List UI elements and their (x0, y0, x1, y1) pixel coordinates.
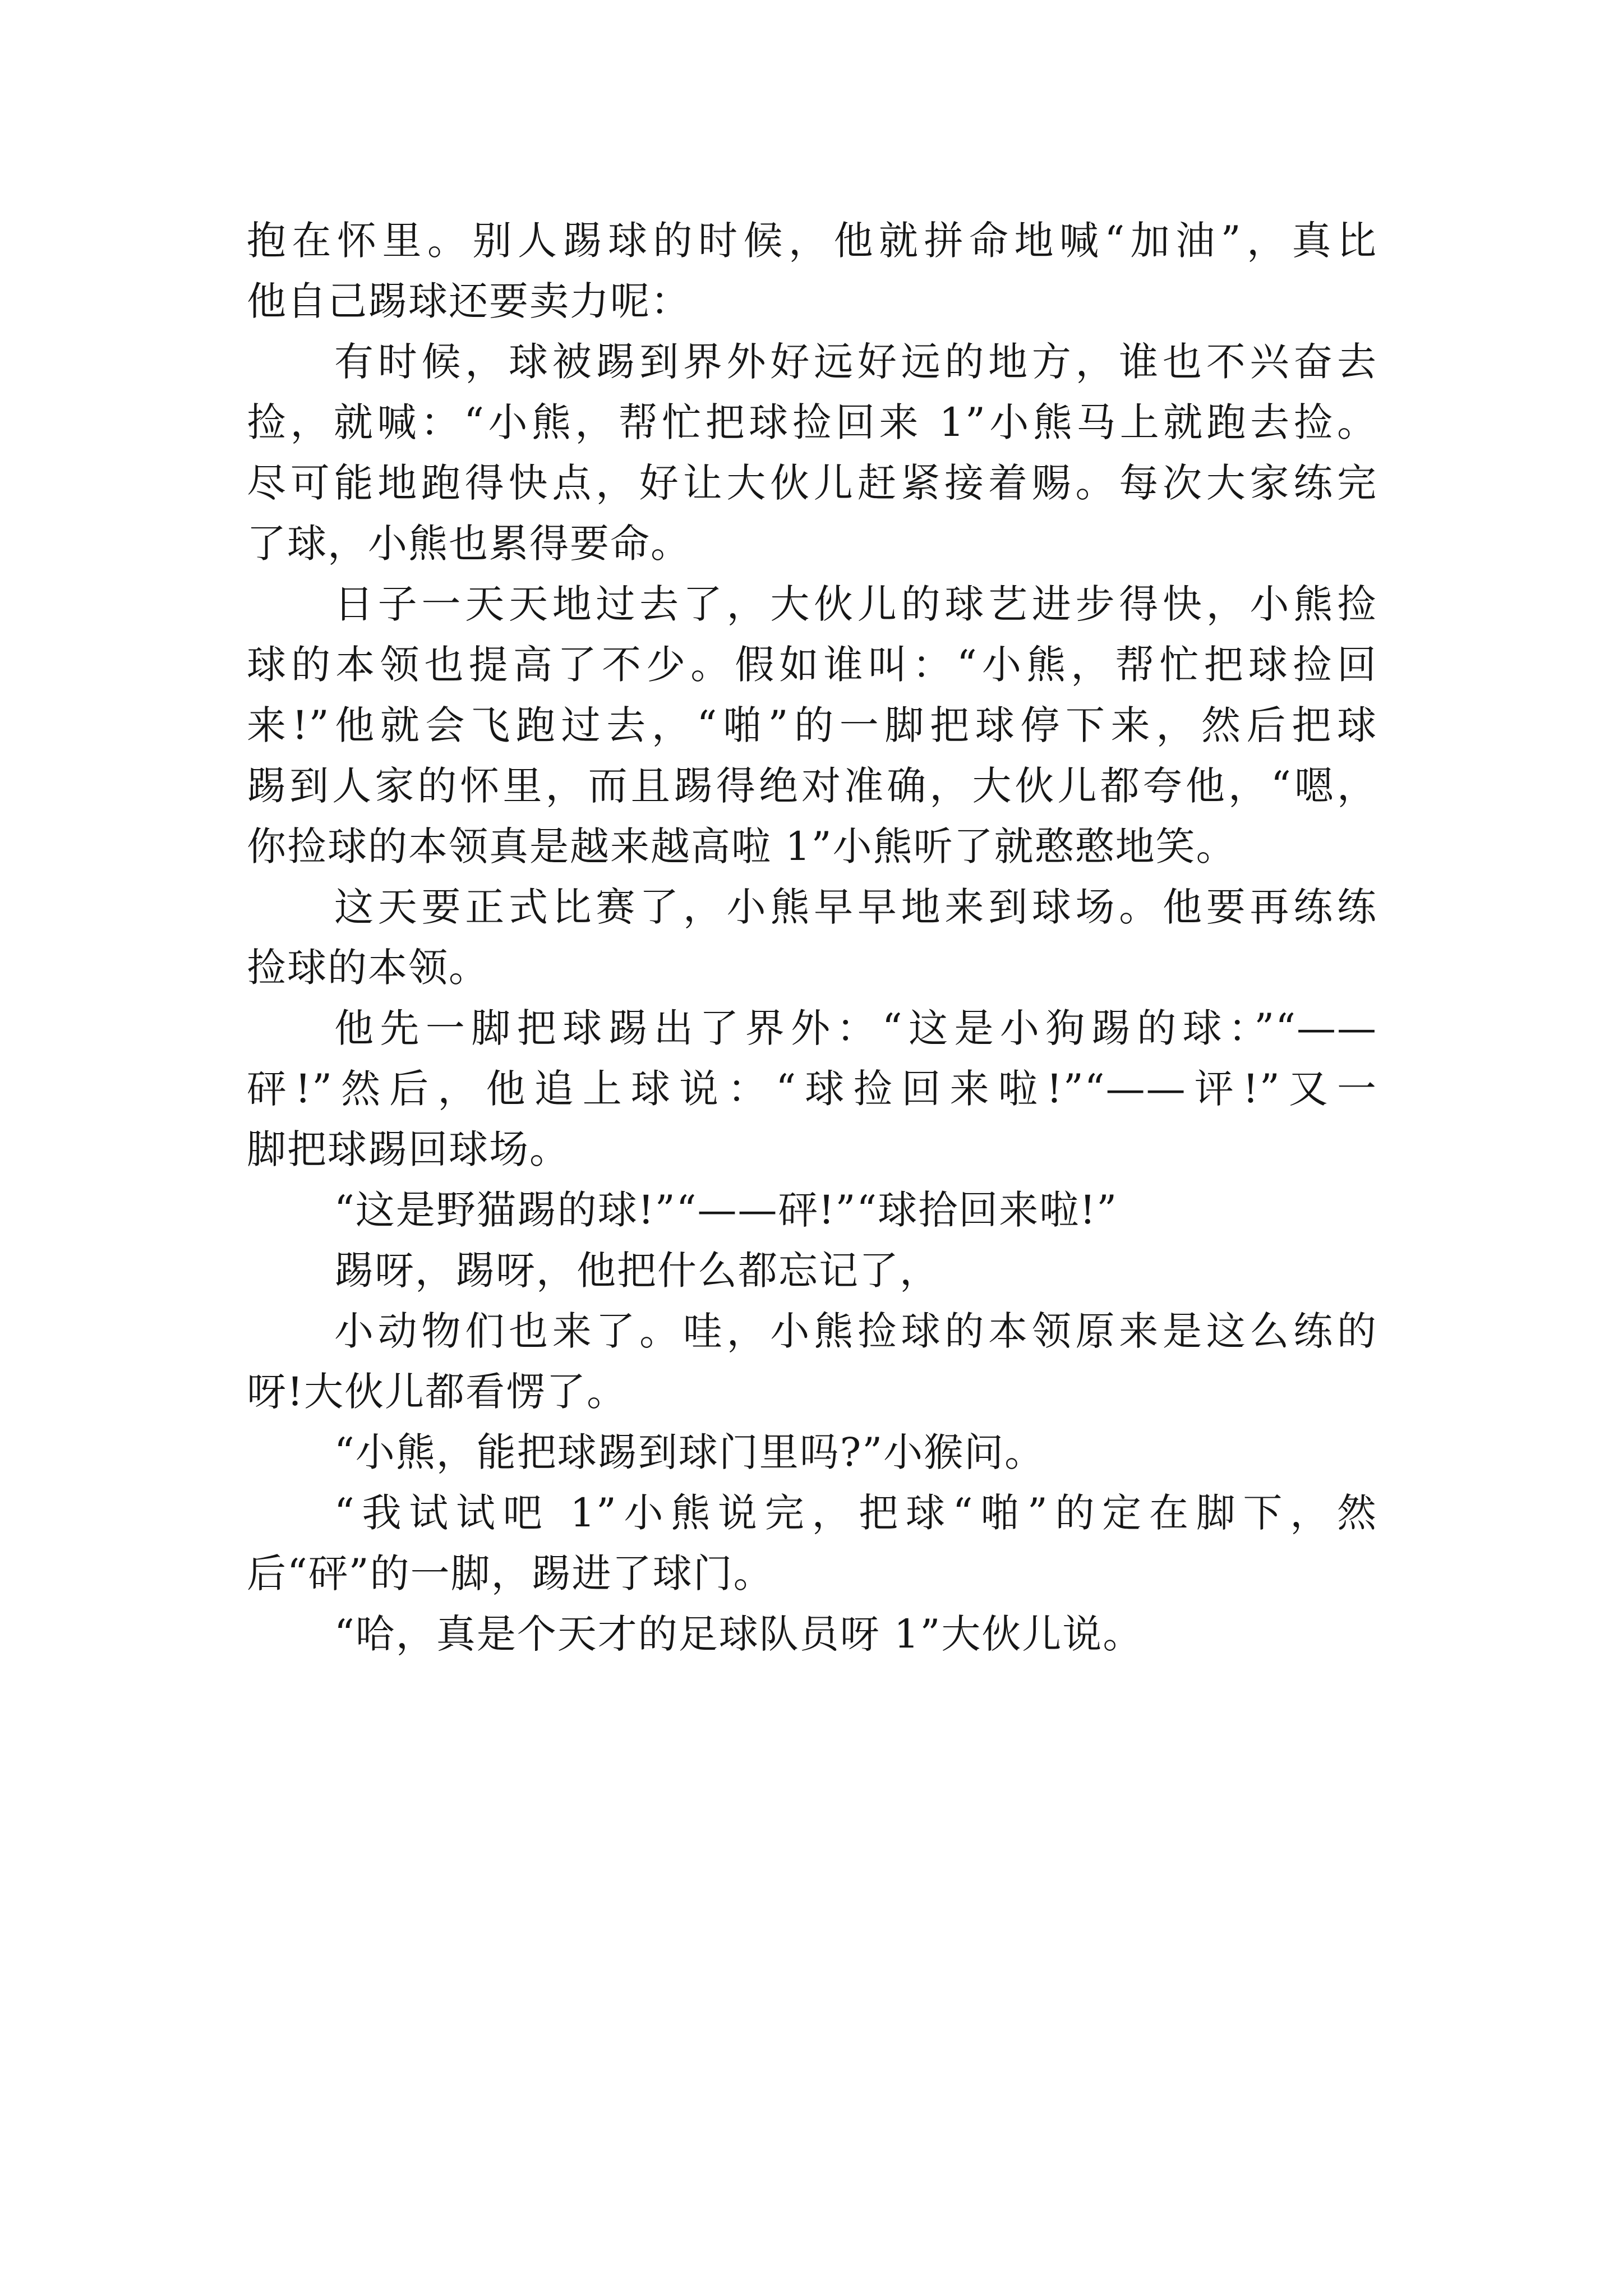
paragraph (247, 574, 1377, 877)
paragraph (247, 1483, 1377, 1604)
text-line: 砰!”然后，他追上球说：“球捡回来啦!”“——评!”又一 (247, 1066, 1377, 1112)
paragraph (247, 877, 1377, 998)
paragraph (247, 1180, 1377, 1240)
paragraph (247, 1301, 1377, 1422)
text-line: 这天要正式比赛了，小熊早早地来到球场。他要再练练 (334, 884, 1377, 930)
text-line: 他自己踢球还要卖力呢： (247, 278, 691, 324)
paragraph (247, 332, 1377, 574)
text-line: 脚把球踢回球场。 (247, 1126, 570, 1172)
text-line: 呀!大伙儿都看愣了。 (247, 1369, 628, 1415)
text-line: 踢到人家的怀里，而且踢得绝对准确，大伙儿都夸他，“嗯， (247, 763, 1377, 809)
text-line: 他先一脚把球踢出了界外：“这是小狗踢的球：”“—— (334, 1005, 1377, 1051)
text-line: 了球，小熊也累得要命。 (247, 521, 691, 567)
paragraph (247, 1604, 1377, 1664)
text-line: 捡，就喊：“小熊，帮忙把球捡回来 1”小熊马上就跑去捡。 (247, 399, 1377, 445)
paragraph (247, 998, 1377, 1180)
text-line: 球的本领也提高了不少。假如谁叫：“小熊，帮忙把球捡回 (247, 642, 1377, 688)
text-line: 后“砰”的一脚，踢进了球门。 (247, 1550, 774, 1596)
text-line: 捡球的本领。 (247, 945, 489, 991)
text-line: “我试试吧 1”小熊说完，把球“啪”的定在脚下，然 (334, 1490, 1377, 1536)
text-line: 来!”他就会飞跑过去，“啪”的一脚把球停下来，然后把球 (247, 702, 1377, 748)
text-line: 抱在怀里。别人踢球的时候，他就拼命地喊“加油”，真比 (247, 218, 1377, 264)
text-line: 日子一天天地过去了，大伙儿的球艺进步得快，小熊捡 (334, 581, 1377, 627)
paragraph (247, 1422, 1377, 1483)
paragraph (247, 1240, 1377, 1301)
text-line: “小熊，能把球踢到球门里吗?”小猴问。 (334, 1429, 1045, 1475)
text-line: 尽可能地跑得快点，好让大伙儿赶紧接着赐。每次大家练完 (247, 460, 1377, 506)
text-line: 有时候，球被踢到界外好远好远的地方，谁也不兴奋去 (334, 339, 1377, 385)
text-line: “哈，真是个天才的足球队员呀 1”大伙儿说。 (334, 1611, 1144, 1657)
text-line: “这是野猫踢的球!”“——砰!”“球拾回来啦!” (334, 1187, 1118, 1233)
text-line: 踢呀，踢呀，他把什么都忘记了， (334, 1248, 940, 1294)
story-text (247, 210, 1377, 1664)
text-line: 你捡球的本领真是越来越高啦 1”小熊听了就憨憨地笑。 (247, 823, 1237, 869)
text-line: 小动物们也来了。哇，小熊捡球的本领原来是这么练的 (334, 1308, 1377, 1354)
paragraph (247, 210, 1377, 332)
